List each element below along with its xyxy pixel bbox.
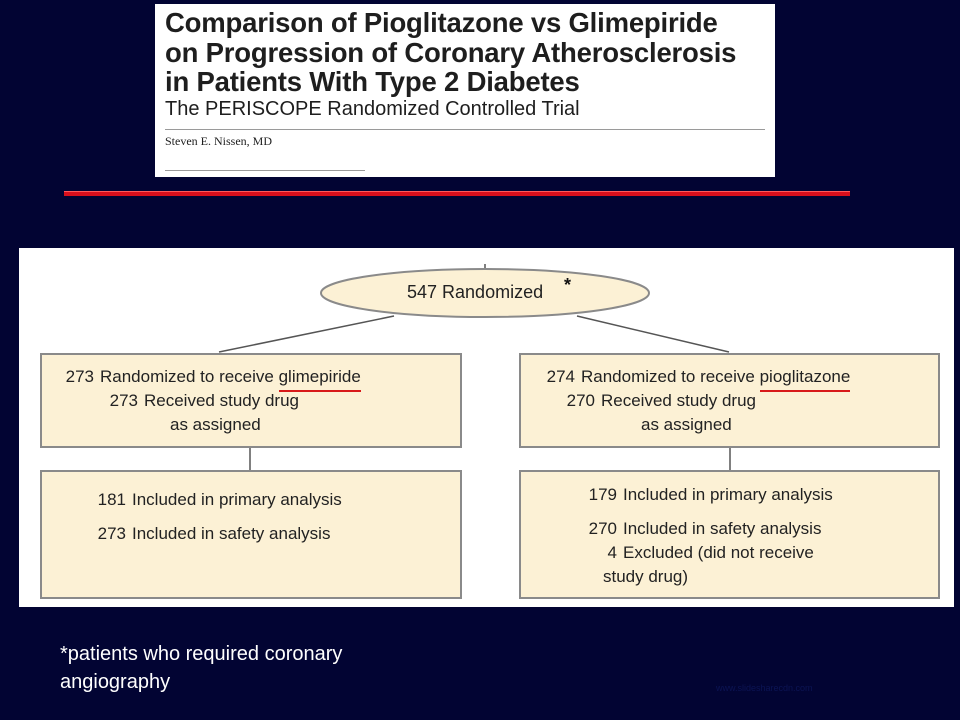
glimepiride-safety-row: [86, 517, 460, 551]
row-text: Included in safety analysis: [132, 524, 331, 543]
connector-right-arm: [577, 316, 729, 352]
row-text: Received study drug: [144, 391, 299, 410]
row-text: Included in primary analysis: [623, 485, 833, 504]
article-title-line-2: on Progression of Coronary Atherosclerosis: [165, 36, 737, 68]
glimepiride-allocation-box: [40, 353, 462, 448]
pioglitazone-assigned-row: [535, 413, 938, 437]
row-text: Randomized to receive: [100, 367, 279, 386]
pioglitazone-received-row: [535, 389, 938, 413]
glimepiride-received-row: [54, 389, 460, 413]
row-text: Received study drug: [601, 391, 756, 410]
pioglitazone-safety-row: [577, 517, 938, 541]
row-number: 179: [588, 485, 617, 504]
row-number: 273: [109, 391, 138, 410]
article-title-line-3: in Patients With Type 2 Diabetes: [165, 66, 580, 97]
footnote-line-2: angiography: [60, 671, 171, 693]
footnote-asterisk: *: [564, 275, 572, 295]
pioglitazone-primary-row: [577, 483, 938, 507]
article-author: Steven E. Nissen, MD: [165, 133, 272, 148]
author-divider: [165, 170, 365, 171]
pioglitazone-randomized-row: [535, 365, 938, 389]
pioglitazone-analysis-box: [519, 470, 940, 599]
row-text: Included in primary analysis: [132, 490, 342, 509]
watermark: www.slidesharecdn.com: [716, 683, 813, 693]
footnote-line-1: *patients who required coronary: [60, 643, 343, 665]
header-divider: [165, 129, 765, 130]
drug-name-pioglitazone: [760, 367, 851, 386]
row-number: 273: [65, 367, 94, 386]
row-number: 273: [97, 524, 126, 543]
glimepiride-randomized-row: [54, 365, 460, 389]
pioglitazone-excluded-row-cont: [577, 565, 938, 589]
article-header: [155, 4, 775, 177]
row-text: Excluded (did not receive: [623, 543, 814, 562]
pioglitazone-excluded-row: [577, 541, 938, 565]
drug-name-text: pioglitazone: [759, 367, 851, 386]
drug-name-text: glimepiride: [278, 367, 361, 386]
pioglitazone-allocation-box: [519, 353, 940, 448]
glimepiride-primary-row: [86, 483, 460, 517]
row-number: 270: [588, 519, 617, 538]
article-subtitle: The PERISCOPE Randomized Controlled Trial: [165, 97, 580, 120]
row-text: study drug): [603, 567, 689, 586]
connector-left-arm: [219, 316, 394, 352]
article-title-line-1: Comparison of Pioglitazone vs Glimepiride: [165, 7, 718, 38]
row-text: Included in safety analysis: [623, 519, 822, 538]
row-text: Randomized to receive: [581, 367, 760, 386]
footnote: [60, 640, 342, 696]
row-number: 181: [97, 490, 126, 509]
glimepiride-analysis-box: [40, 470, 462, 599]
row-number: 270: [566, 391, 595, 410]
red-separator-line: [64, 191, 850, 196]
flowchart-panel: [19, 248, 954, 607]
glimepiride-assigned-row: [54, 413, 460, 437]
row-text: as assigned: [170, 415, 261, 434]
drug-name-glimepiride: [279, 367, 361, 386]
randomized-count: 547 Randomized: [407, 282, 544, 302]
row-text: as assigned: [641, 415, 732, 434]
row-number: 274: [546, 367, 575, 386]
row-number: 4: [607, 543, 617, 562]
